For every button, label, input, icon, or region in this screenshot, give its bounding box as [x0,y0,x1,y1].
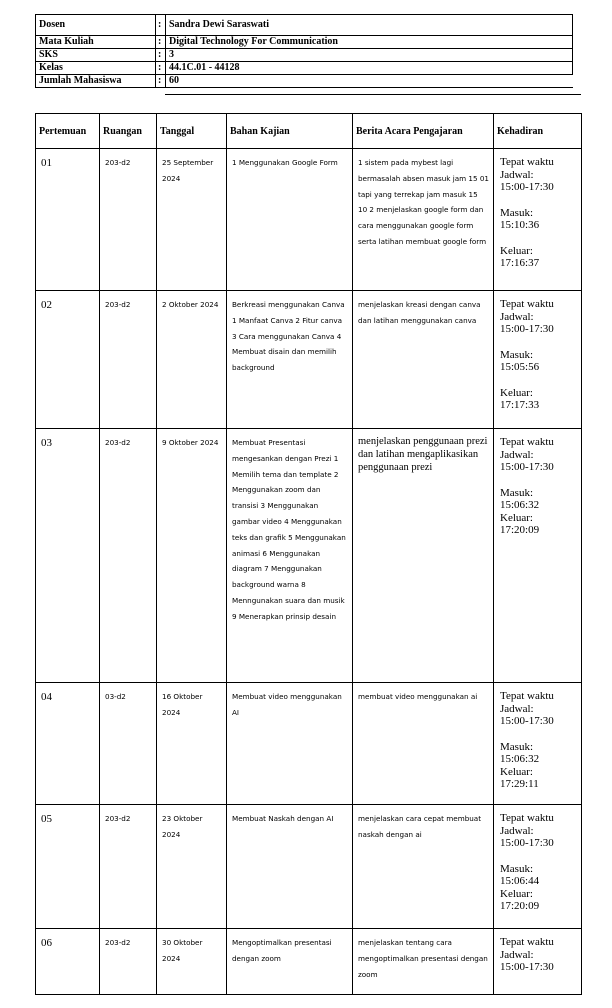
attendance-in-time: 15:06:32 [500,499,540,511]
attendance-schedule: 15:00-17:30 [500,715,554,727]
attendance-out-label: Keluar: [500,765,533,778]
cell-ruangan: 03-d2 [100,683,157,805]
attendance-out-label: Keluar: [500,511,533,524]
attendance-status: Tepat waktu Jadwal: [500,298,554,323]
cell-bahan-kajian: 1 Menggunakan Google Form [227,149,353,291]
header-pertemuan: Pertemuan [36,114,100,149]
cell-kehadiran [494,149,582,291]
info-row-sks [36,49,573,62]
header-kehadiran: Kehadiran [494,114,582,149]
cell-ruangan: 203-d2 [100,429,157,683]
attendance-out-time: 17:17:33 [500,399,540,411]
cell-bahan-kajian: Membuat Naskah dengan AI [227,805,353,929]
info-row-dosen [36,15,573,36]
cell-pertemuan: 04 [36,683,100,805]
cell-tanggal: 2 Oktober 2024 [157,291,227,429]
cell-bahan-kajian: Berkreasi menggunakan Canva 1 Manfaat Canva 2 Fitur canva 3 Cara menggunakan Canva 4 Membuat disain dan memilih background [227,291,353,429]
colon: : [156,62,166,75]
cell-ruangan: 203-d2 [100,805,157,929]
attendance-out-label: Keluar: [500,244,533,257]
cell-pertemuan: 02 [36,291,100,429]
meetings-table [35,113,582,995]
cell-ruangan: 203-d2 [100,291,157,429]
attendance-in-label: Masuk: [500,862,533,875]
attendance-in-label: Masuk: [500,348,533,361]
header-ruangan: Ruangan [100,114,157,149]
cell-berita-acara: menjelaskan cara cepat membuat naskah dengan ai [353,805,494,929]
colon: : [156,15,166,36]
attendance-in-time: 15:05:56 [500,361,540,373]
colon: : [156,75,166,88]
matkul-value: Digital Technology For Communication [166,36,573,49]
kelas-label: Kelas [36,62,156,75]
cell-tanggal: 23 Oktober 2024 [157,805,227,929]
cell-kehadiran [494,683,582,805]
info-row-kelas [36,62,573,75]
info-row-matkul [36,36,573,49]
table-row [36,805,582,929]
cell-tanggal: 9 Oktober 2024 [157,429,227,683]
cell-tanggal: 30 Oktober 2024 [157,929,227,995]
cell-kehadiran [494,929,582,995]
jumlah-value: 60 [166,75,573,88]
cell-berita-acara: 1 sistem pada mybest lagi bermasalah absen masuk jam 15 01 tapi yang terrekap jam masuk 15 10 2 menjelaskan google form dan cara menggunakan google form serta latihan membuat google form [353,149,494,291]
cell-kehadiran [494,291,582,429]
attendance-in-time: 15:06:32 [500,753,540,765]
attendance-schedule: 15:00-17:30 [500,837,554,849]
cell-kehadiran [494,805,582,929]
table-row [36,683,582,805]
cell-pertemuan: 06 [36,929,100,995]
cell-kehadiran [494,429,582,683]
sks-value: 3 [166,49,573,62]
attendance-in-label: Masuk: [500,206,533,219]
cell-ruangan: 203-d2 [100,929,157,995]
info-divider [165,94,581,95]
attendance-status: Tepat waktu Jadwal: [500,156,554,181]
cell-berita-acara: membuat video menggunakan ai [353,683,494,805]
attendance-out-time: 17:20:09 [500,900,540,912]
attendance-schedule: 15:00-17:30 [500,181,554,193]
course-info-table [35,14,573,88]
attendance-status: Tepat waktu Jadwal: [500,936,554,961]
attendance-in-label: Masuk: [500,740,533,753]
cell-pertemuan: 01 [36,149,100,291]
attendance-in-time: 15:06:44 [500,875,540,887]
cell-berita-acara: menjelaskan kreasi dengan canva dan latihan menggunakan canva [353,291,494,429]
colon: : [156,49,166,62]
attendance-status: Tepat waktu Jadwal: [500,690,554,715]
kelas-value: 44.1C.01 - 44128 [166,62,573,75]
cell-pertemuan: 03 [36,429,100,683]
attendance-out-label: Keluar: [500,386,533,399]
header-berita-acara: Berita Acara Pengajaran [353,114,494,149]
header-bahan-kajian: Bahan Kajian [227,114,353,149]
cell-tanggal: 25 September 2024 [157,149,227,291]
cell-bahan-kajian: Membuat video menggunakan AI [227,683,353,805]
cell-berita-acara: menjelaskan tentang cara mengoptimalkan presentasi dengan zoom [353,929,494,995]
attendance-in-label: Masuk: [500,486,533,499]
table-row [36,429,582,683]
cell-berita-acara: menjelaskan penggunaan prezi dan latihan mengaplikasikan penggunaan prezi [353,429,494,683]
colon: : [156,36,166,49]
attendance-in-time: 15:10:36 [500,219,540,231]
attendance-schedule: 15:00-17:30 [500,461,554,473]
info-row-jumlah [36,75,573,88]
table-header-row [36,114,582,149]
cell-ruangan: 203-d2 [100,149,157,291]
dosen-value: Sandra Dewi Saraswati [166,15,573,36]
attendance-out-time: 17:20:09 [500,524,540,536]
cell-pertemuan: 05 [36,805,100,929]
attendance-out-label: Keluar: [500,887,533,900]
attendance-out-time: 17:16:37 [500,257,540,269]
table-row [36,291,582,429]
table-row [36,149,582,291]
table-row [36,929,582,995]
dosen-label: Dosen [36,15,156,36]
attendance-schedule: 15:00-17:30 [500,323,554,335]
cell-tanggal: 16 Oktober 2024 [157,683,227,805]
attendance-status: Tepat waktu Jadwal: [500,812,554,837]
attendance-schedule: 15:00-17:30 [500,961,554,973]
jumlah-label: Jumlah Mahasiswa [36,75,156,88]
matkul-label: Mata Kuliah [36,36,156,49]
cell-bahan-kajian: Membuat Presentasi mengesankan dengan Prezi 1 Memilih tema dan template 2 Menggunakan zoom dan transisi 3 Menggunakan gambar video 4 Menggunakan teks dan grafik 5 Menggunakan animasi 6 Menggunakan diagram 7 Menggunakan background warna 8 Menngunakan suara dan musik 9 Menerapkan prinsip desain [227,429,353,683]
attendance-status: Tepat waktu Jadwal: [500,436,554,461]
header-tanggal: Tanggal [157,114,227,149]
cell-bahan-kajian: Mengoptimalkan presentasi dengan zoom [227,929,353,995]
sks-label: SKS [36,49,156,62]
attendance-out-time: 17:29:11 [500,778,539,790]
